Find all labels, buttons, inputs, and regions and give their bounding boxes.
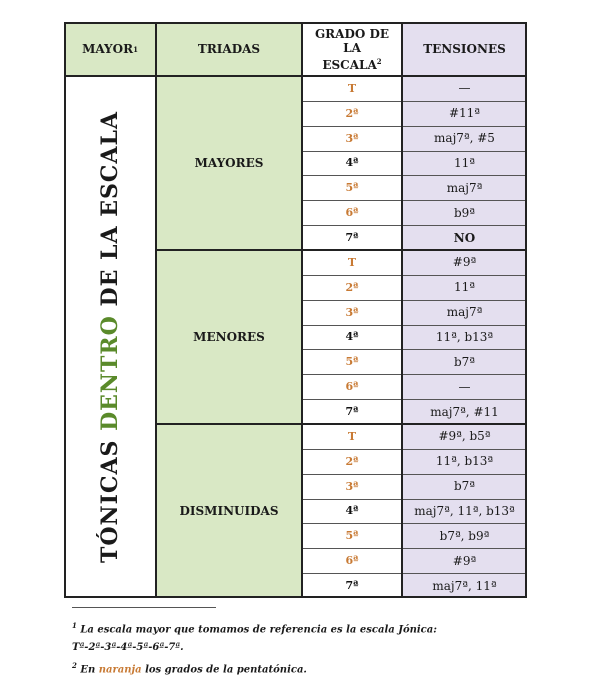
col-divider-2 xyxy=(301,22,303,598)
grado-label: 4ª xyxy=(345,504,359,518)
tension-value: 11ª xyxy=(454,155,475,170)
header-mayor-label: MAYOR xyxy=(82,42,134,56)
grado-label: 2ª xyxy=(345,280,359,294)
tension-value: — xyxy=(458,81,471,96)
tension-value: #9ª, b5ª xyxy=(438,429,491,444)
grado-label: 2ª xyxy=(345,454,359,468)
triad-group-label: DISMINUIDAS xyxy=(179,504,279,518)
col-divider-1 xyxy=(155,22,157,598)
grado-label: 3ª xyxy=(345,131,359,145)
grado-label: T xyxy=(347,81,357,95)
footnote-1-text: La escala mayor que tomamos de referencia es la escala Jónica: xyxy=(80,624,437,636)
tension-value: maj7ª xyxy=(446,305,483,320)
tension-value: #9ª xyxy=(452,553,477,568)
tension-value: #11ª xyxy=(448,106,481,121)
triad-group-label: MENORES xyxy=(193,330,265,344)
col-divider-3 xyxy=(401,22,403,598)
header-grado-line2: LA xyxy=(343,40,361,55)
footnote-1-sequence: Tª-2ª-3ª-4ª-5ª-6ª-7ª. xyxy=(72,642,184,654)
tension-value: maj7ª, 11ª, b13ª xyxy=(414,503,515,518)
footnote-2-number: 2 xyxy=(72,661,77,671)
grado-label: 7ª xyxy=(345,405,359,419)
footnote-1 xyxy=(72,617,532,680)
tension-value: b9ª xyxy=(453,205,476,220)
grado-label: 2ª xyxy=(345,106,359,120)
grado-label: 4ª xyxy=(345,156,359,170)
tension-value: b7ª xyxy=(453,354,476,369)
triad-group-label: MAYORES xyxy=(194,156,264,170)
footnote-1-number: 1 xyxy=(72,621,77,630)
tension-value: 11ª xyxy=(454,280,475,295)
grado-label: 3ª xyxy=(345,305,359,319)
tension-value: 11ª, b13ª xyxy=(435,329,494,344)
tension-value: maj7ª xyxy=(446,180,483,195)
side-label-dentro: DENTRO xyxy=(97,315,124,431)
grado-label: 3ª xyxy=(345,479,359,493)
tension-value: maj7ª, 11ª xyxy=(432,578,497,593)
header-triadas-label: TRIADAS xyxy=(197,42,261,56)
tension-value: b7ª xyxy=(453,479,476,494)
grado-label: 6ª xyxy=(345,554,359,568)
grado-label: 4ª xyxy=(345,330,359,344)
footnote-2-post: los grados de la pentatónica. xyxy=(141,664,307,676)
grado-label: 5ª xyxy=(345,181,359,195)
tensions-table xyxy=(64,22,527,598)
table-border xyxy=(64,22,527,598)
grado-label: T xyxy=(347,255,357,269)
grado-label: 6ª xyxy=(345,380,359,394)
header-grado-footnote-ref: 2 xyxy=(376,56,382,66)
grado-label: 5ª xyxy=(345,355,359,369)
header-mayor-footnote-ref: 1 xyxy=(133,44,138,54)
tension-value: NO xyxy=(453,230,476,245)
tension-value: b7ª, b9ª xyxy=(439,528,490,543)
tension-value: #9ª xyxy=(452,255,477,270)
header-grado-line3: ESCALA xyxy=(322,57,377,72)
grado-label: T xyxy=(347,429,357,443)
grado-label: 7ª xyxy=(345,579,359,593)
tension-value: maj7ª, #11 xyxy=(430,404,499,419)
footnote-rule xyxy=(72,607,216,608)
side-label-part1: TÓNICAS xyxy=(97,430,124,563)
tension-value: 11ª, b13ª xyxy=(435,454,494,469)
grado-label: 6ª xyxy=(345,206,359,220)
tension-value: maj7ª, #5 xyxy=(434,131,495,146)
header-grado-line1: GRADO DE xyxy=(314,26,390,41)
header-tensiones-label: TENSIONES xyxy=(423,42,506,56)
header-divider xyxy=(64,75,527,77)
side-label-part3: DE LA ESCALA xyxy=(97,111,124,316)
footnote-2-highlight: naranja xyxy=(98,664,142,676)
grado-label: 5ª xyxy=(345,529,359,543)
footnote-2-pre: En xyxy=(80,664,99,676)
tension-value: — xyxy=(458,379,471,394)
grado-label: 7ª xyxy=(345,231,359,245)
